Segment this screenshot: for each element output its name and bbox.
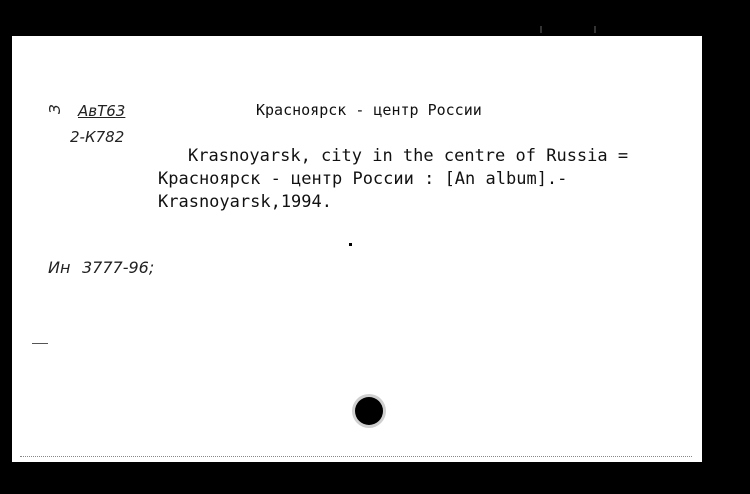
call-number-line2: 2-К782	[70, 128, 125, 146]
punch-hole	[355, 397, 383, 425]
entry-line-3: Krasnoyarsk,1994.	[158, 192, 332, 212]
entry-line-2: Красноярск - центр России : [An album].-	[158, 169, 568, 189]
header-title: Красноярск - центр России	[256, 101, 482, 119]
side-mark: З	[46, 104, 64, 114]
margin-dash	[32, 343, 48, 344]
inventory-label: Ин	[48, 258, 71, 277]
top-edge-marks	[532, 26, 622, 36]
inventory-number: 3777-96;	[82, 258, 155, 277]
bottom-dotted-line	[20, 456, 692, 458]
ink-dot	[349, 243, 352, 246]
entry-line-1: Krasnoyarsk, city in the centre of Russia =	[188, 146, 629, 166]
catalog-card	[12, 36, 702, 462]
call-number-line1: АвТ63	[78, 102, 126, 120]
